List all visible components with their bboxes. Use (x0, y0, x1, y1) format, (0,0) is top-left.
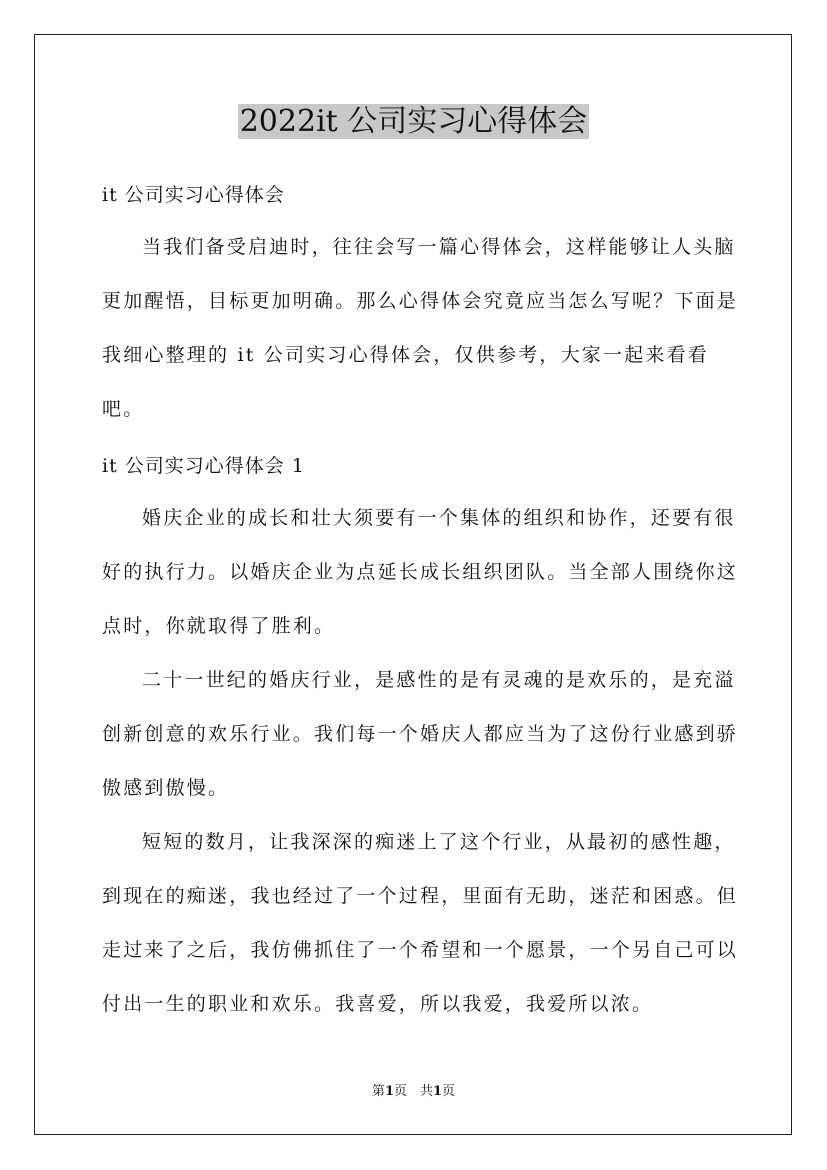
section1-paragraph-1: 婚庆企业的成长和壮大须要有一个集体的组织和协作，还要有很好的执行力。以婚庆企业为点延长成长组织团队。当全部人围绕你这点时，你就取得了胜利。 (102, 507, 739, 637)
page-current: 1 (384, 1084, 394, 1099)
page-prefix: 第 (371, 1084, 385, 1099)
page-total: 1 (433, 1084, 443, 1099)
page-suffix: 页 (442, 1084, 456, 1099)
document-title (0, 100, 827, 144)
intro-heading: it 公司实习心得体会 (102, 184, 285, 206)
document-title-text: 2022it 公司实习心得体会 (239, 104, 588, 139)
section1-paragraph-3: 短短的数月，让我深深的痴迷上了这个行业，从最初的感性趣，到现在的痴迷，我也经过了一个过程，里面有无助，迷茫和困惑。但走过来了之后，我仿佛抓住了一个希望和一个愿景，一个另自己可以付出一生的职业和欢乐。我喜爱，所以我爱，我爱所以浓。 (102, 831, 739, 1015)
intro-paragraph: 当我们备受启迪时，往往会写一篇心得体会，这样能够让人头脑更加醒悟，目标更加明确。那么心得体会究竟应当怎么写呢？下面是我细心整理的 it 公司实习心得体会，仅供参考，大家一起来看看吧。 (102, 236, 739, 420)
page-mid: 页 共 (393, 1084, 433, 1099)
section1-heading: it 公司实习心得体会 1 (102, 455, 305, 477)
section1-paragraph-2: 二十一世纪的婚庆行业，是感性的是有灵魂的是欢乐的，是充溢创新创意的欢乐行业。我们每一个婚庆人都应当为了这份行业感到骄傲感到傲慢。 (102, 669, 739, 799)
page-footer (0, 1083, 827, 1101)
